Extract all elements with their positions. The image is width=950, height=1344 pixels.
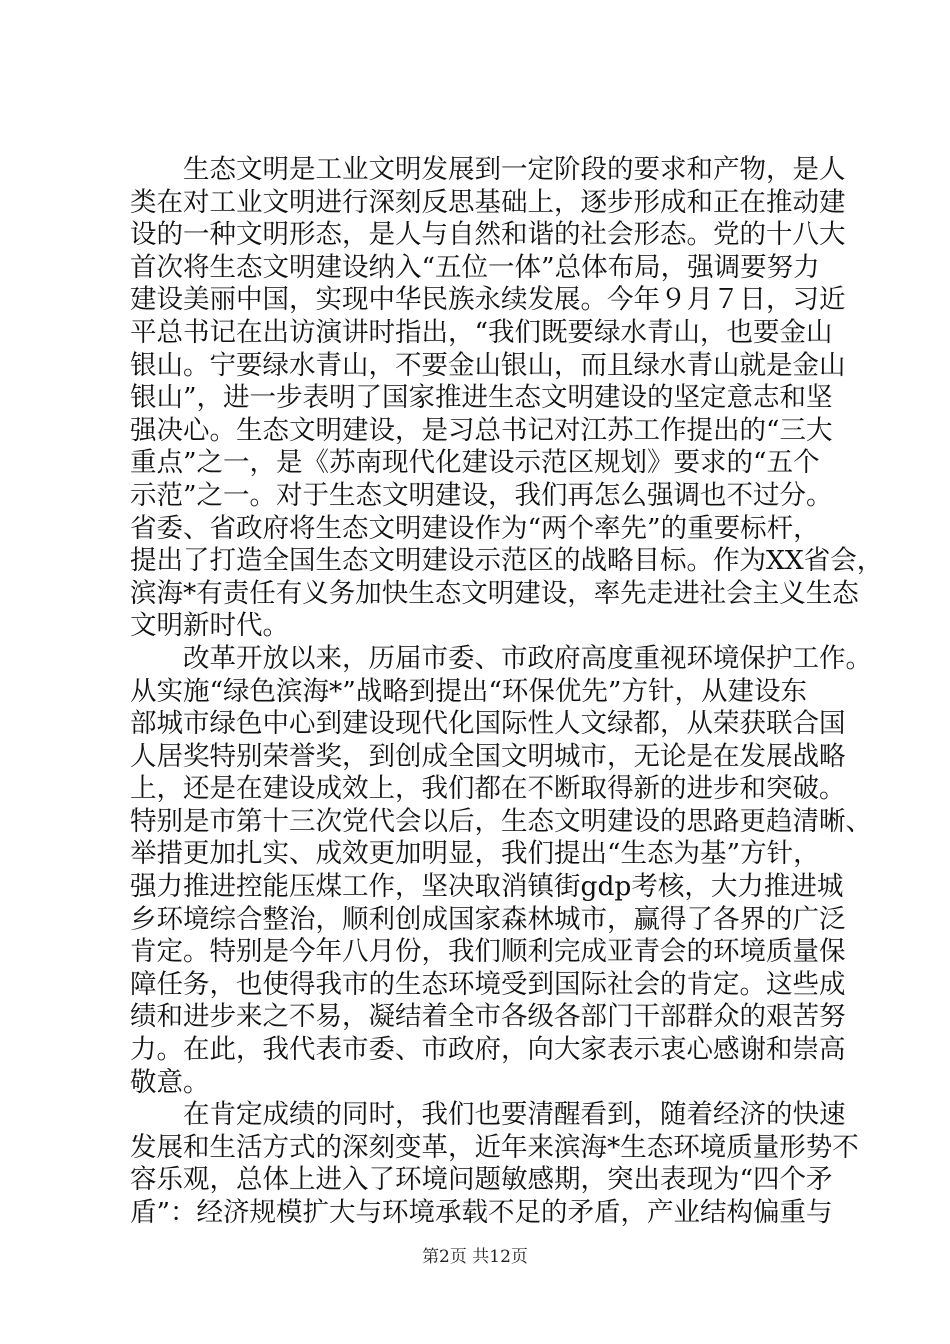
text-line: 特别是市第十三次党代会以后，生态文明建设的思路更趋清晰、 xyxy=(130,805,872,837)
paragraph xyxy=(130,642,872,1099)
text-line: 类在对工业文明进行深刻反思基础上，逐步形成和正在推动建 xyxy=(130,186,846,218)
text-line: 乡环境综合整治，顺利创成国家森林城市，赢得了各界的广泛 xyxy=(130,903,846,935)
text-line: 绩和进步来之不易，凝结着全市各级各部门干部群众的艰苦努 xyxy=(130,1001,846,1033)
text-line: 肯定。特别是今年八月份，我们顺利完成亚青会的环境质量保 xyxy=(130,936,846,968)
text-line: 上，还是在建设成效上，我们都在不断取得新的进步和突破。 xyxy=(130,773,846,805)
text-line: 改革开放以来，历届市委、市政府高度重视环境保护工作。 xyxy=(183,642,872,674)
text-line: 从实施“绿色滨海*”战略到提出“环保优先”方针，从建设东 xyxy=(130,675,807,707)
page-footer: 第2页 共12页 xyxy=(422,1247,528,1267)
text-line: 提出了打造全国生态文明建设示范区的战略目标。作为XX省会， xyxy=(130,545,884,577)
text-line: 发展和生活方式的深刻变革，近年来滨海*生态环境质量形势不 xyxy=(130,1131,859,1163)
text-line: 银山”，进一步表明了国家推进生态文明建设的坚定意志和坚 xyxy=(130,382,833,414)
text-line: 建设美丽中国，实现中华民族永续发展。今年９月７日，习近 xyxy=(130,284,846,316)
text-line: 重点”之一，是《苏南现代化建设示范区规划》要求的“五个 xyxy=(130,447,820,479)
text-line: 生态文明是工业文明发展到一定阶段的要求和产物，是人 xyxy=(183,154,846,185)
text-line: 盾”：经济规模扩大与环境承载不足的矛盾，产业结构偏重与 xyxy=(130,1197,833,1228)
text-line: 障任务，也使得我市的生态环境受到国际社会的肯定。这些成 xyxy=(130,968,846,1000)
text-line: 设的一种文明形态，是人与自然和谐的社会形态。党的十八大 xyxy=(130,219,846,251)
text-line: 人居奖特别荣誉奖，到创成全国文明城市，无论是在发展战略 xyxy=(130,740,846,772)
text-line: 示范”之一。对于生态文明建设，我们再怎么强调也不过分。 xyxy=(130,479,833,511)
text-line: 力。在此，我代表市委、市政府，向大家表示衷心感谢和崇高 xyxy=(130,1034,846,1066)
text-line: 敬意。 xyxy=(130,1066,210,1098)
text-line: 在肯定成绩的同时，我们也要清醒看到，随着经济的快速 xyxy=(183,1099,846,1131)
text-line: 省委、省政府将生态文明建设作为“两个率先”的重要标杆， xyxy=(130,512,820,544)
text-line: 部城市绿色中心到建设现代化国际性人文绿都，从荣获联合国 xyxy=(130,708,846,740)
text-line: 举措更加扎实、成效更加明显，我们提出“生态为基”方针， xyxy=(130,838,820,870)
text-line: 容乐观，总体上进入了环境问题敏感期，突出表现为“四个矛 xyxy=(130,1164,833,1196)
text-line: 文明新时代。 xyxy=(130,610,289,642)
paragraph xyxy=(130,154,884,643)
text-line: 银山。宁要绿水青山，不要金山银山，而且绿水青山就是金山 xyxy=(130,349,846,381)
paragraph xyxy=(130,1099,859,1229)
text-line: 强决心。生态文明建设，是习总书记对江苏工作提出的“三大 xyxy=(130,414,833,446)
text-line: 滨海*有责任有义务加快生态文明建设，率先走进社会主义生态 xyxy=(130,577,859,609)
document-body xyxy=(130,154,884,1230)
text-line: 首次将生态文明建设纳入“五位一体”总体布局，强调要努力 xyxy=(130,251,820,283)
text-line: 平总书记在出访演讲时指出，“我们既要绿水青山，也要金山 xyxy=(130,316,833,348)
text-line: 强力推进控能压煤工作，坚决取消镇街gdp考核，大力推进城 xyxy=(130,871,844,903)
